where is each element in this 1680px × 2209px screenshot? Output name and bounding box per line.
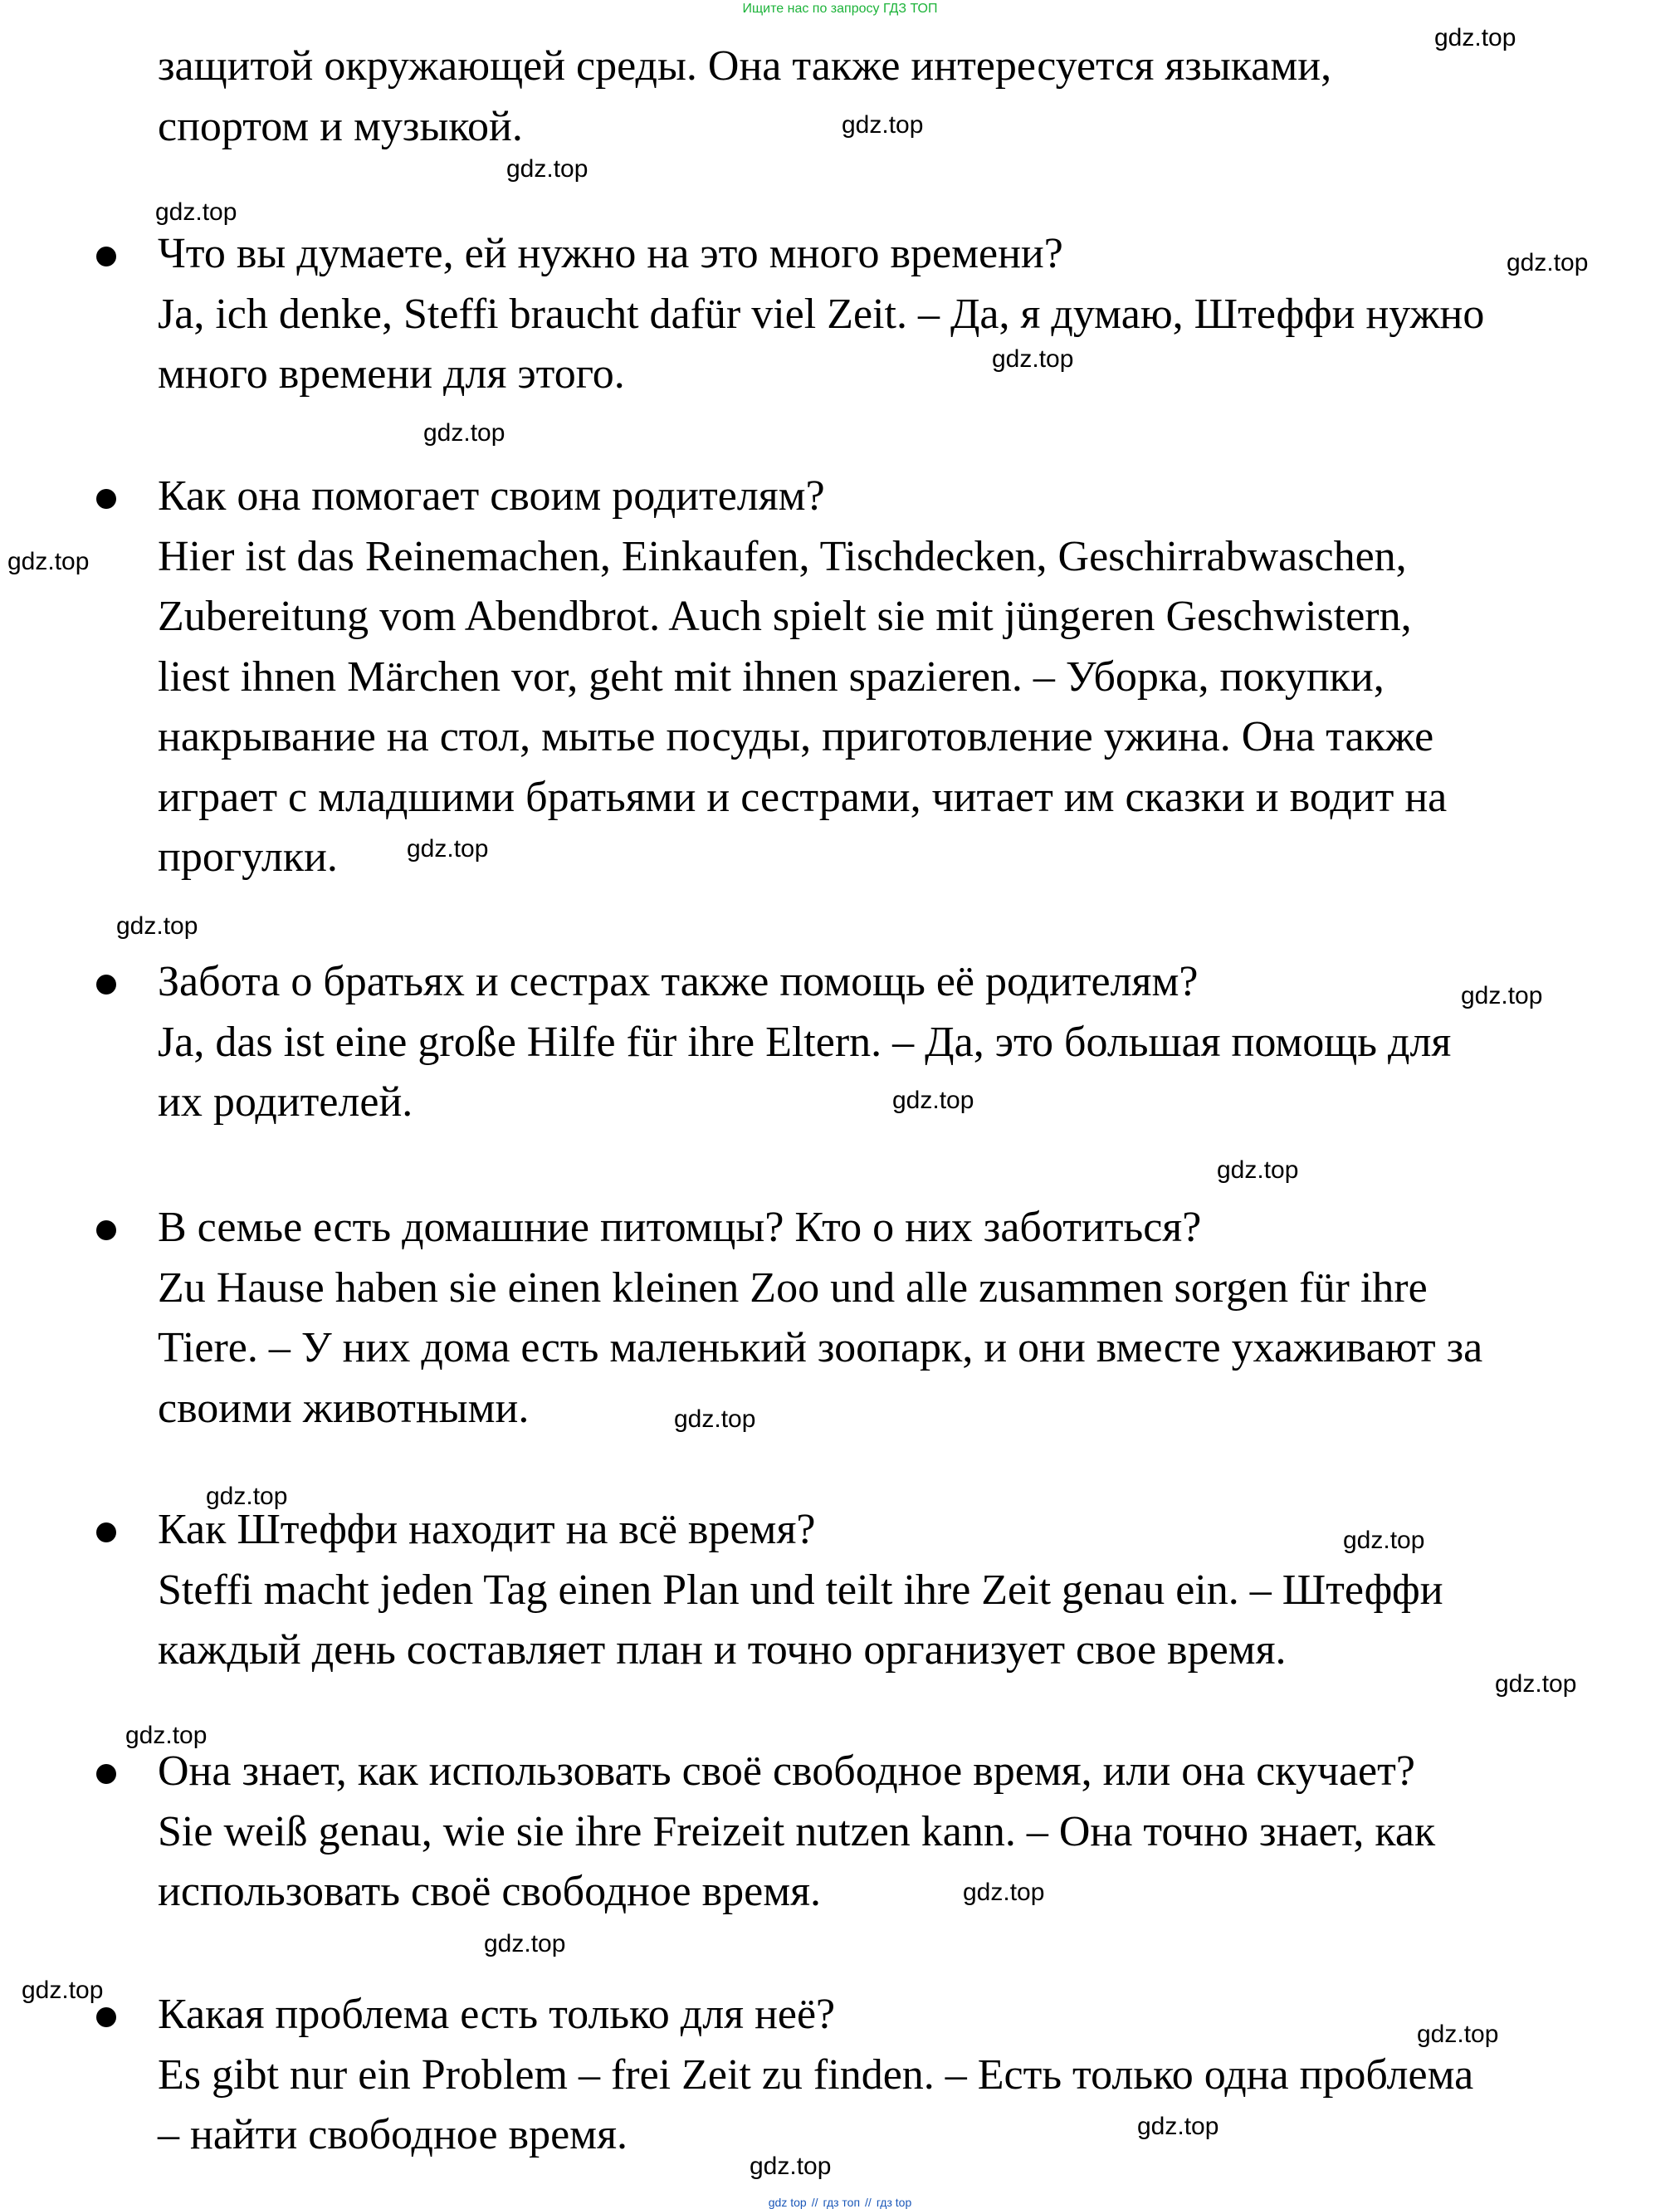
footer-link[interactable]: гдз top — [876, 2196, 912, 2209]
watermark: gdz.top — [1461, 982, 1543, 1009]
question-line: Как она помогает своим родителям? — [158, 472, 825, 520]
answer-line: liest ihnen Märchen vor, geht mit ihnen spazieren. – Уборка, покупки, — [158, 652, 1385, 701]
watermark: gdz.top — [1495, 1670, 1577, 1698]
qa-item-4 — [158, 1198, 1677, 1439]
answer-line: Zu Hause haben sie einen kleinen Zoo und alle zusammen sorgen für ihre — [158, 1263, 1428, 1312]
watermark: gdz.top — [1343, 1527, 1425, 1554]
footer-link[interactable]: gdz top — [768, 2196, 807, 2209]
answer-line: прогулки. — [158, 833, 338, 881]
answer-line: своими животными. — [158, 1384, 530, 1432]
qa-item-5 — [158, 1500, 1677, 1681]
watermark: gdz.top — [206, 1483, 288, 1510]
answer-line: Ja, das ist eine große Hilfe für ihre Eltern. – Да, это большая помощь для — [158, 1018, 1452, 1066]
bullet-icon — [96, 975, 116, 995]
answer-line: Es gibt nur ein Problem – frei Zeit zu finden. – Есть только одна проблема — [158, 2050, 1474, 2099]
answer-line: много времени для этого. — [158, 350, 625, 398]
answer-line: использовать своё свободное время. — [158, 1868, 822, 1915]
watermark: gdz.top — [1417, 2021, 1499, 2048]
watermark: gdz.top — [992, 345, 1074, 373]
watermark: gdz.top — [842, 111, 924, 139]
answer-line: Steffi macht jeden Tag einen Plan und teilt ihre Zeit genau ein. – Штеффи — [158, 1566, 1443, 1614]
answer-line: их родителей. — [158, 1078, 413, 1126]
watermark: gdz.top — [963, 1879, 1045, 1906]
bottom-banner[interactable] — [0, 2197, 1680, 2208]
qa-item-7 — [158, 1985, 1677, 2166]
answer-line: Hier ist das Reinemachen, Einkaufen, Tischdecken, Geschirrabwaschen, — [158, 532, 1407, 580]
question-line: Какая проблема есть только для неё? — [158, 1991, 836, 2038]
watermark: gdz.top — [484, 1930, 566, 1957]
text-line: спортом и музыкой. — [158, 102, 523, 150]
footer-separator: // — [865, 2196, 872, 2209]
bullet-icon — [96, 1764, 116, 1784]
question-line: В семье есть домашние питомцы? Кто о них заботиться? — [158, 1204, 1202, 1251]
bullet-icon — [96, 1220, 116, 1240]
answer-line: играет с младшими братьями и сестрами, читает им сказки и водит на — [158, 773, 1448, 821]
footer-separator: // — [811, 2196, 818, 2209]
answer-line: каждый день составляет план и точно организует свое время. — [158, 1626, 1287, 1674]
answer-line: накрывание на стол, мытье посуды, приготовление ужина. Она также — [158, 713, 1434, 760]
watermark: gdz.top — [892, 1087, 974, 1114]
watermark: gdz.top — [1137, 2113, 1219, 2140]
answer-line: Zubereitung vom Abendbrot. Auch spielt sie mit jüngeren Geschwistern, — [158, 593, 1412, 640]
watermark: gdz.top — [1434, 24, 1516, 51]
answer-line: – найти свободное время. — [158, 2111, 628, 2158]
text-line: защитой окружающей среды. Она также интересуется языками, — [158, 42, 1332, 90]
bullet-icon — [96, 1522, 116, 1542]
question-line: Как Штеффи находит на всё время? — [158, 1506, 816, 1553]
watermark: gdz.top — [423, 419, 505, 447]
bullet-icon — [96, 489, 116, 509]
watermark: gdz.top — [7, 548, 90, 575]
qa-item-6 — [158, 1742, 1677, 1923]
answer-line: Tiere. – У них дома есть маленький зоопарк, и они вместе ухаживают за — [158, 1324, 1483, 1371]
bullet-icon — [96, 2007, 116, 2027]
bullet-icon — [96, 247, 116, 266]
answer-line: Ja, ich denke, Steffi braucht dafür viel Zeit. – Да, я думаю, Штеффи нужно — [158, 290, 1485, 338]
watermark: gdz.top — [155, 198, 237, 226]
watermark: gdz.top — [1507, 249, 1589, 276]
watermark: gdz.top — [674, 1405, 756, 1433]
watermark: gdz.top — [407, 835, 489, 863]
question-line: Забота о братьях и сестрах также помощь её родителям? — [158, 958, 1199, 1005]
question-line: Она знает, как использовать своё свободное время, или она скучает? — [158, 1747, 1415, 1795]
watermark: gdz.top — [750, 2153, 832, 2180]
watermark: gdz.top — [125, 1722, 208, 1749]
watermark: gdz.top — [1217, 1156, 1299, 1184]
top-banner[interactable]: Ищите нас по запросу ГДЗ ТОП — [742, 2, 938, 16]
watermark: gdz.top — [506, 155, 588, 183]
watermark: gdz.top — [116, 912, 198, 940]
question-line: Что вы думаете, ей нужно на это много времени? — [158, 230, 1063, 277]
qa-item-2 — [158, 467, 1677, 888]
watermark: gdz.top — [22, 1977, 104, 2004]
footer-link[interactable]: гдз топ — [823, 2196, 861, 2209]
qa-item-1 — [158, 224, 1677, 405]
answer-line: Sie weiß genau, wie sie ihre Freizeit nutzen kann. – Она точно знает, как — [158, 1807, 1436, 1855]
